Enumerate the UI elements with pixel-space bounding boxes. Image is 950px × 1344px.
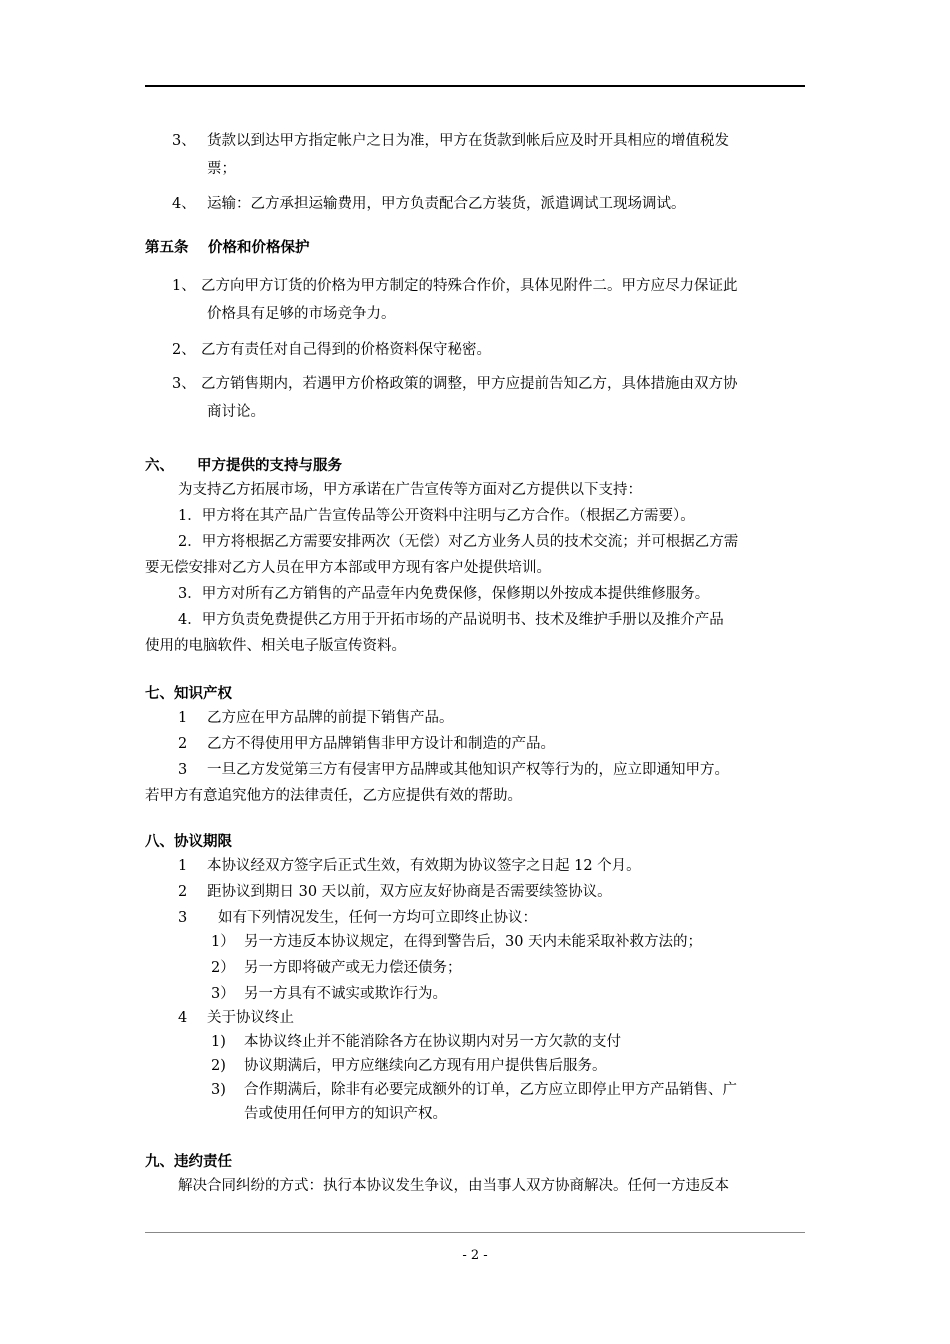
- body-line: [145, 610, 807, 630]
- line-text: 本协议经双方签字后正式生效，有效期为协议签字之日起 12 个月。: [207, 858, 641, 874]
- item-number: 2): [211, 1058, 226, 1074]
- line-text: 距协议到期日 30 天以前，双方应友好协商是否需要续签协议。: [207, 884, 612, 900]
- body-line: [145, 1104, 807, 1124]
- body-line: [145, 584, 807, 604]
- body-line: [145, 532, 807, 552]
- body-line: [145, 340, 807, 360]
- body-line: [145, 882, 807, 902]
- section-heading: [145, 832, 807, 852]
- line-text: 要无偿安排对乙方人员在甲方本部或甲方现有客户处提供培训。: [145, 560, 551, 576]
- body-line: [145, 304, 807, 324]
- section-heading: [145, 684, 807, 704]
- body-line: [145, 276, 807, 296]
- item-number: 1: [178, 858, 188, 874]
- line-text: 使用的电脑软件、相关电子版宣传资料。: [145, 638, 406, 654]
- body-line: [145, 1080, 807, 1100]
- body-line: [145, 1056, 807, 1076]
- line-text: 价格具有足够的市场竞争力。: [207, 306, 396, 322]
- line-text: 货款以到达甲方指定帐户之日为准，甲方在货款到帐后应及时开具相应的增值税发: [207, 133, 729, 149]
- line-text: 乙方应在甲方品牌的前提下销售产品。: [207, 710, 454, 726]
- line-text: 运输：乙方承担运输费用，甲方负责配合乙方装货，派遣调试工现场调试。: [207, 196, 686, 212]
- line-text: 3．甲方对所有乙方销售的产品壹年内免费保修，保修期以外按成本提供维修服务。: [178, 586, 710, 602]
- line-text: 另一方即将破产或无力偿还债务；: [244, 960, 462, 976]
- body-line: [145, 958, 807, 978]
- item-number: 3: [178, 762, 188, 778]
- line-text: 4．甲方负责免费提供乙方用于开拓市场的产品说明书、技术及维护手册以及推介产品: [178, 612, 724, 628]
- line-text: 合作期满后，除非有必要完成额外的订单，乙方应立即停止甲方产品销售、广: [244, 1082, 737, 1098]
- body-line: [145, 194, 807, 214]
- body-line: [145, 856, 807, 876]
- item-number: 六、: [145, 458, 174, 474]
- line-text: 票；: [207, 161, 236, 177]
- item-number: 1): [211, 1034, 226, 1050]
- item-number: 3、: [172, 376, 196, 392]
- body-line: [145, 932, 807, 952]
- header-rule: [145, 85, 805, 87]
- item-number: 1）: [211, 934, 235, 950]
- item-number: 3）: [211, 986, 235, 1002]
- section-heading: [145, 1152, 807, 1172]
- line-text: 如有下列情况发生，任何一方均可立即终止协议：: [218, 910, 537, 926]
- body-line: [145, 480, 807, 500]
- line-text: 一旦乙方发觉第三方有侵害甲方品牌或其他知识产权等行为的，应立即通知甲方。: [207, 762, 729, 778]
- section-heading: [145, 238, 807, 258]
- line-text: 第五条 价格和价格保护: [145, 240, 310, 256]
- body-line: [145, 636, 807, 656]
- body-line: [145, 1176, 807, 1196]
- body-line: [145, 1032, 807, 1052]
- body-line: [145, 159, 807, 179]
- body-line: [145, 131, 807, 151]
- item-number: 2、: [172, 342, 196, 358]
- body-line: [145, 760, 807, 780]
- body-line: [145, 374, 807, 394]
- line-text: 七、知识产权: [145, 686, 232, 702]
- line-text: 告或使用任何甲方的知识产权。: [244, 1106, 447, 1122]
- item-number: 3、: [172, 133, 196, 149]
- line-text: 本协议终止并不能消除各方在协议期内对另一方欠款的支付: [244, 1034, 621, 1050]
- line-text: 八、协议期限: [145, 834, 232, 850]
- body-line: [145, 1008, 807, 1028]
- line-text: 2．甲方将根据乙方需要安排两次（无偿）对乙方业务人员的技术交流；并可根据乙方需: [178, 534, 739, 550]
- footer-rule: [145, 1232, 805, 1233]
- item-number: 3: [178, 910, 188, 926]
- item-number: 4: [178, 1010, 188, 1026]
- item-number: 2: [178, 884, 188, 900]
- item-number: 2: [178, 736, 188, 752]
- line-text: 九、违约责任: [145, 1154, 232, 1170]
- line-text: 乙方不得使用甲方品牌销售非甲方设计和制造的产品。: [207, 736, 555, 752]
- line-text: 乙方销售期内，若遇甲方价格政策的调整，甲方应提前告知乙方，具体措施由双方协: [201, 376, 738, 392]
- body-line: [145, 908, 807, 928]
- body-line: [145, 506, 807, 526]
- body-line: [145, 558, 807, 578]
- body-line: [145, 786, 807, 806]
- section-heading: [145, 456, 807, 476]
- item-number: 2）: [211, 960, 235, 976]
- item-number: 3): [211, 1082, 226, 1098]
- line-text: 甲方提供的支持与服务: [197, 458, 342, 474]
- line-text: 乙方向甲方订货的价格为甲方制定的特殊合作价，具体见附件二。甲方应尽力保证此: [201, 278, 738, 294]
- page-number: - 2 -: [462, 1248, 488, 1263]
- line-text: 为支持乙方拓展市场，甲方承诺在广告宣传等方面对乙方提供以下支持：: [178, 482, 642, 498]
- line-text: 关于协议终止: [207, 1010, 294, 1026]
- item-number: 1: [178, 710, 188, 726]
- item-number: 4、: [172, 196, 196, 212]
- line-text: 1．甲方将在其产品广告宣传品等公开资料中注明与乙方合作。（根据乙方需要）。: [178, 508, 695, 524]
- body-line: [145, 402, 807, 422]
- body-line: [145, 734, 807, 754]
- line-text: 若甲方有意追究他方的法律责任，乙方应提供有效的帮助。: [145, 788, 522, 804]
- line-text: 另一方违反本协议规定，在得到警告后，30 天内未能采取补救方法的；: [244, 934, 703, 950]
- item-number: 1、: [172, 278, 196, 294]
- line-text: 解决合同纠纷的方式：执行本协议发生争议，由当事人双方协商解决。任何一方违反本: [178, 1178, 729, 1194]
- line-text: 另一方具有不诚实或欺诈行为。: [244, 986, 447, 1002]
- body-line: [145, 984, 807, 1004]
- line-text: 协议期满后，甲方应继续向乙方现有用户提供售后服务。: [244, 1058, 607, 1074]
- line-text: 乙方有责任对自己得到的价格资料保守秘密。: [201, 342, 491, 358]
- body-line: [145, 708, 807, 728]
- line-text: 商讨论。: [207, 404, 265, 420]
